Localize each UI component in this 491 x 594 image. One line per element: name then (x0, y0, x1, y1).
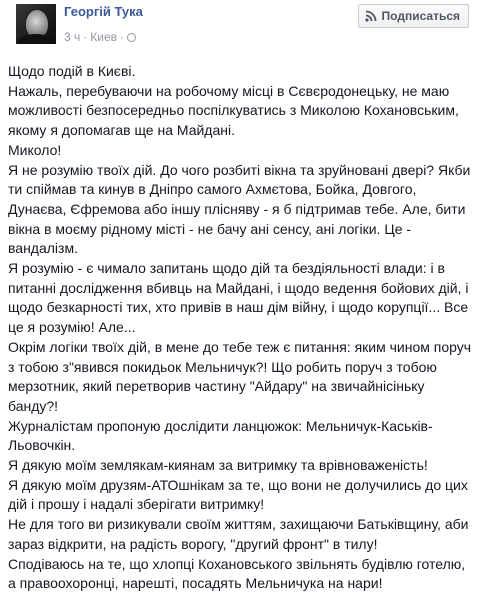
author-avatar[interactable] (16, 4, 56, 44)
post-time[interactable]: 3 ч (64, 30, 81, 44)
post-header (8, 0, 483, 52)
post-text-line: а правоохоронці, нарешті, посадять Мельничука на нари! (8, 575, 383, 592)
post-text (8, 62, 483, 594)
post-text-line: Я дякую моїм землякам-киянам за витримку та врівноваженість! (8, 457, 428, 474)
post-text-line: мерзотник, який перетворив частину "Айдару" на звичайнісіньку (8, 378, 425, 395)
post-text-line: Миколо! (8, 141, 62, 158)
globe-icon[interactable] (127, 33, 136, 42)
post-text-line: Льовочкін. (8, 437, 76, 454)
post-meta (64, 30, 136, 44)
post-text-line: питанні дослідження вбивць на Майдані, і щодо ведення бойових дій, і (8, 279, 469, 296)
subscribe-button[interactable] (358, 4, 469, 28)
post-text-line: Не для того ви ризикували своїм життям, захищаючи Батьківщину, аби (8, 516, 469, 533)
post-text-line: можливості безпосередньо поспілкуватись з Миколою Кохановським, (8, 102, 459, 119)
post-text-line: Щодо подій в Києві. (8, 63, 136, 79)
meta-separator: · (83, 30, 88, 44)
post-text-line: Сподіваюсь на те, що хлопці Кохановського звільнять будівлю готелю, (8, 555, 466, 572)
post-text-line: щодо безкарності тих, хто привів в наш дім війну, і щодо корупції... Все (8, 299, 469, 316)
post-text-line: Я дякую моїм друзям-АТОшнікам за те, що вони не долучились до цих (8, 476, 468, 493)
post-text-line: ти спіймав та кинув в Дніпро самого Ахмєтова, Бойка, Довгого, (8, 181, 417, 198)
author-name[interactable]: Георгій Тука (64, 4, 143, 19)
post-location[interactable]: Киев (90, 30, 118, 44)
post-text-line: якому я допомагав ще на Майдані. (8, 122, 235, 139)
post-text-line: Журналістам пропоную дослідити ланцюжок: Мельничук-Каськів- (8, 417, 433, 434)
post-text-line: це я розумію! Але... (8, 319, 136, 336)
post-text-line: дій і прошу і надалі зберігати витримку! (8, 496, 265, 513)
post-text-line: Дунаєва, Єфремова або іншу плісняву - я б підтримав тебе. Але, бити (8, 200, 466, 217)
avatar-shoulders (18, 34, 54, 44)
post-text-line: вікна в моєму рідному місті - не бачу ані сенсу, ані логіки. Це - (8, 220, 412, 237)
post-text-line: вандалізм. (8, 240, 78, 257)
subscribe-label: Подписаться (381, 9, 460, 23)
meta-separator: · (120, 30, 125, 44)
post-text-line: з тобою з"явився покидьок Мельничук?! Що робить поруч з тобою (8, 358, 437, 375)
post-text-line: Окрім логіки твоїх дій, в мене до тебе теж є питання: яким чином поруч (8, 338, 472, 355)
post-text-line: Я розумію - є чимало запитань щодо дій та бездіяльності влади: і в (8, 260, 445, 277)
post-text-line: Нажаль, перебуваючи на робочому місці в Сєвєродонецьку, не маю (8, 82, 450, 99)
post-text-line: банду?! (8, 397, 59, 414)
rss-icon (365, 10, 377, 22)
post-text-line: зараз відкрити, на радість ворогу, "другий фронт" в тилу! (8, 535, 378, 552)
post-text-line: Я не розумію твоїх дій. До чого розбиті вікна та зруйновані двері? Якби (8, 161, 471, 178)
